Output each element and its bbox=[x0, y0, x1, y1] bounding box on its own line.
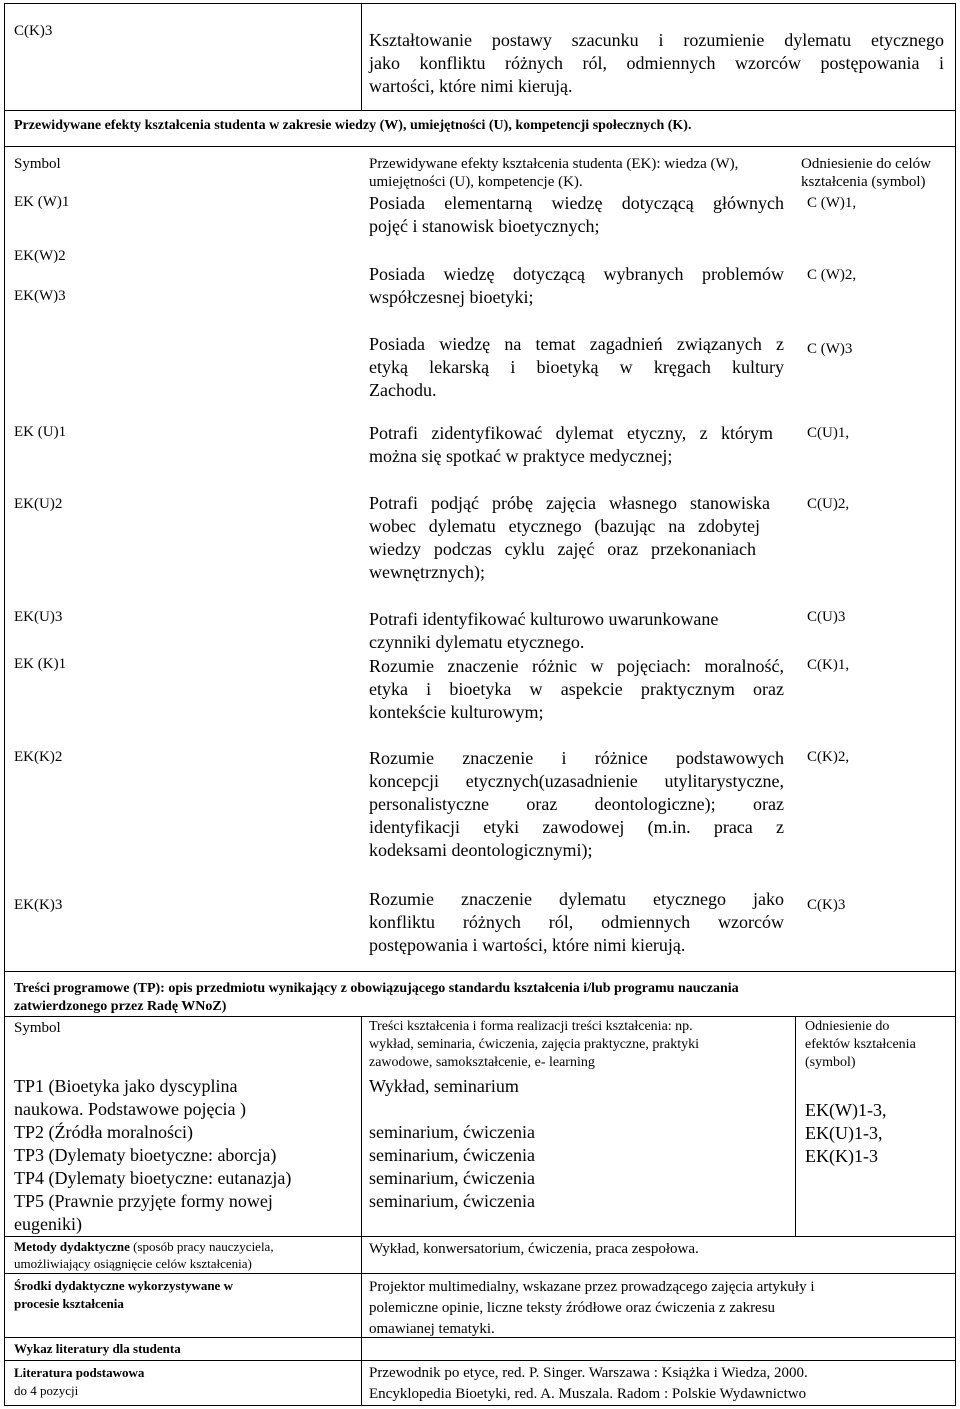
tp-header-ref: (symbol) bbox=[805, 1055, 856, 1070]
rule bbox=[4, 110, 956, 111]
rule bbox=[4, 1016, 956, 1017]
ek-header-desc: umiejętności (U), kompetencje (K). bbox=[369, 174, 583, 190]
ek-ref: C(K)2, bbox=[807, 749, 850, 765]
rule bbox=[4, 3, 5, 1406]
tools-value-line: omawianej tematyki. bbox=[369, 1321, 495, 1337]
rule bbox=[361, 1016, 362, 1406]
ek-section-title: Przewidywane efekty kształcenia studenta w zakresie wiedzy (W), umiejętności (U), kompetencji społecznych (K). bbox=[14, 118, 692, 133]
tp-ref: EK(W)1-3, bbox=[805, 1100, 887, 1120]
tools-label: Środki dydaktyczne wykorzystywane w bbox=[14, 1278, 233, 1293]
ek-desc-line: kontekście kulturowym; bbox=[369, 702, 544, 722]
ek-symbol: EK(W)2 bbox=[14, 248, 66, 264]
ek-desc-line: wobec dylematu etycznego (bazując na zdobytej bbox=[369, 516, 760, 536]
tp-form: seminarium, ćwiczenia bbox=[369, 1191, 535, 1211]
ek-desc-line: wewnętrznych); bbox=[369, 562, 485, 582]
top-text-line: Kształtowanie postawy szacunku i rozumienie dylematu etycznego bbox=[369, 30, 944, 50]
ek-desc-line: wiedzy podczas cyklu zajęć oraz przekonaniach bbox=[369, 539, 756, 559]
ek-desc-line: personalistyczne oraz deontologiczne); oraz bbox=[369, 794, 784, 814]
ek-desc-line: kodeksami deontologicznymi); bbox=[369, 840, 593, 860]
tp-form: seminarium, ćwiczenia bbox=[369, 1168, 535, 1188]
ek-header-desc: Przewidywane efekty kształcenia studenta (EK): wiedza (W), bbox=[369, 156, 739, 172]
tp-ref: EK(U)1-3, bbox=[805, 1123, 883, 1143]
ek-ref: C (W)2, bbox=[807, 267, 857, 283]
ek-desc-line: Posiada elementarną wiedzę dotyczącą głównych bbox=[369, 193, 784, 213]
ek-header-symbol: Symbol bbox=[14, 156, 61, 172]
rule bbox=[955, 3, 956, 1406]
ek-desc-line: Posiada wiedzę dotyczącą wybranych problemów bbox=[369, 264, 784, 284]
ek-desc-line: postępowania i wartości, które nimi kierują. bbox=[369, 935, 686, 955]
tp-item: TP5 (Prawnie przyjęte formy nowej bbox=[14, 1191, 273, 1211]
ek-symbol: EK (K)1 bbox=[14, 656, 67, 672]
rule bbox=[795, 1016, 796, 1236]
ek-symbol: EK(K)3 bbox=[14, 897, 63, 913]
ek-desc-line: współczesnej bioetyki; bbox=[369, 287, 534, 307]
ek-ref: C(U)1, bbox=[807, 425, 850, 441]
tp-form: seminarium, ćwiczenia bbox=[369, 1122, 535, 1142]
ek-desc-line: identyfikacji etyki zawodowej (m.in. praca z bbox=[369, 817, 784, 837]
ek-desc-line: Potrafi identyfikować kulturowo uwarunkowane bbox=[369, 609, 719, 629]
literature-basic-sub: do 4 pozycji bbox=[14, 1383, 79, 1398]
tp-header-ref: Odniesienie do bbox=[805, 1019, 890, 1034]
rule bbox=[4, 971, 956, 972]
literature-basic-label: Literatura podstawowa bbox=[14, 1365, 145, 1380]
ek-symbol: EK(K)2 bbox=[14, 749, 63, 765]
tp-ref: EK(K)1-3 bbox=[805, 1146, 878, 1166]
tp-header-symbol: Symbol bbox=[14, 1020, 61, 1036]
ek-ref: C(U)3 bbox=[807, 609, 846, 625]
rule bbox=[361, 3, 362, 110]
tp-item: TP4 (Dylematy bioetyczne: eutanazja) bbox=[14, 1168, 292, 1188]
top-text-line: wartości, które nimi kierują. bbox=[369, 76, 573, 96]
ek-desc-line: czynniki dylematu etycznego. bbox=[369, 632, 585, 652]
literature-title: Wykaz literatury dla studenta bbox=[14, 1341, 181, 1356]
tp-item: TP3 (Dylematy bioetyczne: aborcja) bbox=[14, 1145, 277, 1165]
ek-symbol: EK(W)3 bbox=[14, 288, 66, 304]
rule bbox=[4, 3, 956, 4]
tools-value-line: polemiczne opinie, liczne teksty źródłowe oraz ćwiczenia z zakresu bbox=[369, 1300, 776, 1316]
ek-ref: C(K)1, bbox=[807, 657, 850, 673]
ek-symbol: EK(U)3 bbox=[14, 609, 63, 625]
tp-header-desc: zawodowe, samokształcenie, e- learning bbox=[369, 1055, 595, 1070]
methods-label-line: umożliwiający osiągnięcie celów kształcenia) bbox=[14, 1256, 252, 1271]
ek-desc-line: etyka i bioetyka w aspekcie praktycznym oraz bbox=[369, 679, 784, 699]
tp-header-desc: wykład, seminaria, ćwiczenia, zajęcia praktyczne, praktyki bbox=[369, 1037, 700, 1052]
tp-header-desc: Treści kształcenia i forma realizacji treści kształcenia: np. bbox=[369, 1019, 693, 1034]
literature-item: Encyklopedia Bioetyki, red. A. Muszala. Radom : Polskie Wydawnictwo bbox=[369, 1386, 807, 1402]
methods-label bbox=[14, 1239, 274, 1255]
ek-desc-line: Posiada wiedzę na temat zagadnień związanych z bbox=[369, 334, 784, 354]
ek-desc-line: Potrafi zidentyfikować dylemat etyczny, z którym bbox=[369, 423, 773, 443]
tools-value-line: Projektor multimedialny, wskazane przez prowadzącego zajęcia artykuły i bbox=[369, 1279, 815, 1295]
ek-desc-line: pojęć i stanowisk bioetycznych; bbox=[369, 216, 600, 236]
tp-item: eugeniki) bbox=[14, 1214, 82, 1234]
ek-desc-line: Rozumie znaczenie dylematu etycznego jako bbox=[369, 889, 784, 909]
ek-ref: C(U)2, bbox=[807, 496, 850, 512]
rule bbox=[4, 1405, 956, 1406]
ek-desc-line: Rozumie znaczenie i różnice podstawowych bbox=[369, 748, 784, 768]
ek-desc-line: konfliktu różnych ról, odmiennych wzorców bbox=[369, 912, 784, 932]
top-symbol: C(K)3 bbox=[14, 23, 53, 39]
methods-label-bold: Metody dydaktyczne bbox=[14, 1239, 130, 1254]
methods-label-rest: (sposób pracy nauczyciela, bbox=[129, 1239, 274, 1254]
ek-ref: C(K)3 bbox=[807, 897, 846, 913]
ek-symbol: EK(U)2 bbox=[14, 496, 63, 512]
ek-desc-line: etyką lekarską i bioetyką w kręgach kultury bbox=[369, 357, 784, 377]
tp-form: seminarium, ćwiczenia bbox=[369, 1145, 535, 1165]
tp-section-title: Treści programowe (TP): opis przedmiotu wynikający z obowiązującego standardu kształcenia i/lub programu nauczania bbox=[14, 981, 739, 996]
ek-desc-line: można się spotkać w praktyce medycznej; bbox=[369, 446, 673, 466]
rule bbox=[4, 1273, 956, 1274]
ek-desc-line: Potrafi podjąć próbę zajęcia własnego stanowiska bbox=[369, 493, 770, 513]
ek-ref: C (W)3 bbox=[807, 341, 853, 357]
tp-header-ref: efektów kształcenia bbox=[805, 1037, 916, 1052]
ek-desc-line: Rozumie znaczenie różnic w pojęciach: moralność, bbox=[369, 656, 784, 676]
tp-item: naukowa. Podstawowe pojęcia ) bbox=[14, 1099, 246, 1119]
ek-header-ref: Odniesienie do celów bbox=[801, 156, 931, 172]
rule bbox=[4, 1236, 956, 1237]
rule bbox=[4, 1360, 956, 1361]
methods-value: Wykład, konwersatorium, ćwiczenia, praca zespołowa. bbox=[369, 1241, 699, 1257]
ek-symbol: EK (U)1 bbox=[14, 424, 67, 440]
rule bbox=[4, 146, 956, 147]
ek-ref: C (W)1, bbox=[807, 195, 857, 211]
tp-item: TP2 (Źródła moralności) bbox=[14, 1122, 193, 1142]
ek-desc-line: koncepcji etycznych(uzasadnienie utylitarystyczne, bbox=[369, 771, 784, 791]
tp-section-title: zatwierdzonego przez Radę WNoZ) bbox=[14, 999, 227, 1014]
tp-item: TP1 (Bioetyka jako dyscyplina bbox=[14, 1076, 238, 1096]
literature-item: Przewodnik po etyce, red. P. Singer. Warszawa : Książka i Wiedza, 2000. bbox=[369, 1365, 808, 1381]
ek-desc-line: Zachodu. bbox=[369, 380, 437, 400]
tp-form: Wykład, seminarium bbox=[369, 1076, 519, 1096]
top-text-line: jako konfliktu różnych ról, odmiennych wzorców postępowania i bbox=[369, 53, 944, 73]
ek-header-ref: kształcenia (symbol) bbox=[801, 174, 926, 190]
ek-symbol: EK (W)1 bbox=[14, 194, 70, 210]
tools-label: procesie kształcenia bbox=[14, 1296, 124, 1311]
